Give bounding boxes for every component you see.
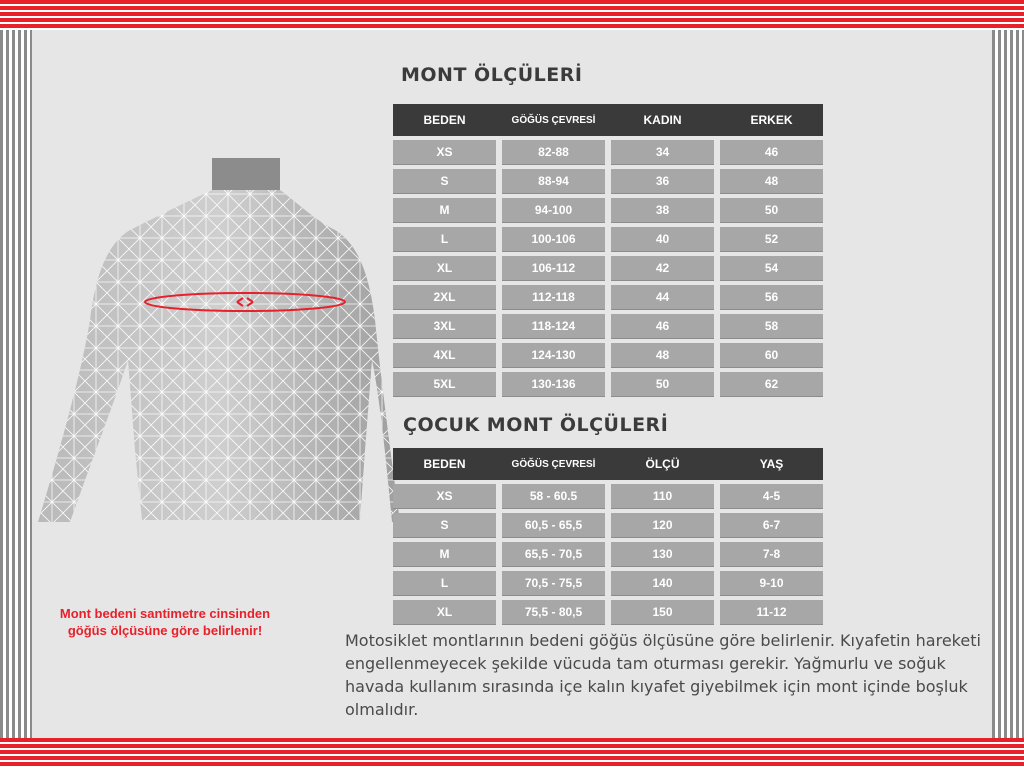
- table-cell: 4-5: [720, 484, 823, 509]
- table-cell: 48: [720, 169, 823, 194]
- table-cell: 60: [720, 343, 823, 368]
- table-cell: 120: [611, 513, 714, 538]
- header-kadin: KADIN: [643, 112, 682, 127]
- table-cell: 94-100: [502, 198, 605, 223]
- table-cell: 50: [611, 372, 714, 397]
- table-cell: S: [393, 169, 496, 194]
- table-cell: 42: [611, 256, 714, 281]
- table-cell: 36: [611, 169, 714, 194]
- size-description: Motosiklet montlarının bedeni göğüs ölçüsüne göre belirlenir. Kıyafetin hareketi engellenmeyecek şekilde vücuda tam oturması gerekir. Yağmurlu ve soğuk havada kullanım sırasında içe kalın kıyafet giyebilmek için mont içinde boşluk olmalıdır.: [345, 631, 981, 719]
- child-size-table: [393, 448, 823, 625]
- top-red-band: [0, 0, 1024, 30]
- header-beden: BEDEN: [423, 456, 466, 471]
- table-cell: 3XL: [393, 314, 496, 339]
- table-cell: 118-124: [502, 314, 605, 339]
- table-cell: 65,5 - 70,5: [502, 542, 605, 567]
- header-olcu: ÖLÇÜ: [645, 456, 680, 471]
- table-cell: XS: [393, 140, 496, 165]
- table-cell: 82-88: [502, 140, 605, 165]
- table-cell: 58: [720, 314, 823, 339]
- table-cell: 52: [720, 227, 823, 252]
- table-cell: 58 - 60.5: [502, 484, 605, 509]
- table-cell: 140: [611, 571, 714, 596]
- size-note: Mont bedeni santimetre cinsinden göğüs ölçüsüne göre belirlenir!: [59, 606, 271, 638]
- table-cell: 34: [611, 140, 714, 165]
- table-cell: XL: [393, 256, 496, 281]
- child-table-header: [393, 448, 823, 480]
- table-cell: 50: [720, 198, 823, 223]
- header-gogus-cevresi: GÖĞÜS ÇEVRESİ: [511, 458, 596, 470]
- table-cell: 88-94: [502, 169, 605, 194]
- table-cell: 150: [611, 600, 714, 625]
- torso-mesh-illustration: [30, 150, 400, 530]
- table-cell: 44: [611, 285, 714, 310]
- table-cell: 62: [720, 372, 823, 397]
- table-cell: S: [393, 513, 496, 538]
- table-cell: 46: [720, 140, 823, 165]
- table-cell: 130: [611, 542, 714, 567]
- table-cell: 7-8: [720, 542, 823, 567]
- header-gogus-cevresi: GÖĞÜS ÇEVRESİ: [511, 114, 596, 126]
- adult-size-table: [393, 104, 823, 397]
- table-cell: 48: [611, 343, 714, 368]
- table-cell: 56: [720, 285, 823, 310]
- table-cell: 75,5 - 80,5: [502, 600, 605, 625]
- table-cell: 11-12: [720, 600, 823, 625]
- table-cell: XS: [393, 484, 496, 509]
- right-side-stripes: [992, 30, 1024, 738]
- table-cell: 46: [611, 314, 714, 339]
- table-cell: 110: [611, 484, 714, 509]
- table-cell: 4XL: [393, 343, 496, 368]
- table-cell: 106-112: [502, 256, 605, 281]
- table-cell: 40: [611, 227, 714, 252]
- header-yas: YAŞ: [759, 456, 784, 471]
- table-cell: 9-10: [720, 571, 823, 596]
- table-cell: 6-7: [720, 513, 823, 538]
- table-cell: L: [393, 571, 496, 596]
- table-cell: M: [393, 542, 496, 567]
- table-cell: 2XL: [393, 285, 496, 310]
- table-cell: 124-130: [502, 343, 605, 368]
- bottom-red-band: [0, 738, 1024, 768]
- child-size-title: ÇOCUK MONT ÖLÇÜLERİ: [403, 414, 669, 436]
- left-side-stripes: [0, 30, 32, 738]
- table-cell: 130-136: [502, 372, 605, 397]
- table-cell: XL: [393, 600, 496, 625]
- table-cell: 60,5 - 65,5: [502, 513, 605, 538]
- table-cell: 38: [611, 198, 714, 223]
- table-cell: 5XL: [393, 372, 496, 397]
- header-beden: BEDEN: [423, 112, 466, 127]
- table-cell: L: [393, 227, 496, 252]
- table-cell: 54: [720, 256, 823, 281]
- table-cell: M: [393, 198, 496, 223]
- table-cell: 112-118: [502, 285, 605, 310]
- adult-table-header: [393, 104, 823, 136]
- adult-size-title: MONT ÖLÇÜLERİ: [401, 64, 583, 86]
- table-cell: 100-106: [502, 227, 605, 252]
- header-erkek: ERKEK: [750, 112, 793, 127]
- table-cell: 70,5 - 75,5: [502, 571, 605, 596]
